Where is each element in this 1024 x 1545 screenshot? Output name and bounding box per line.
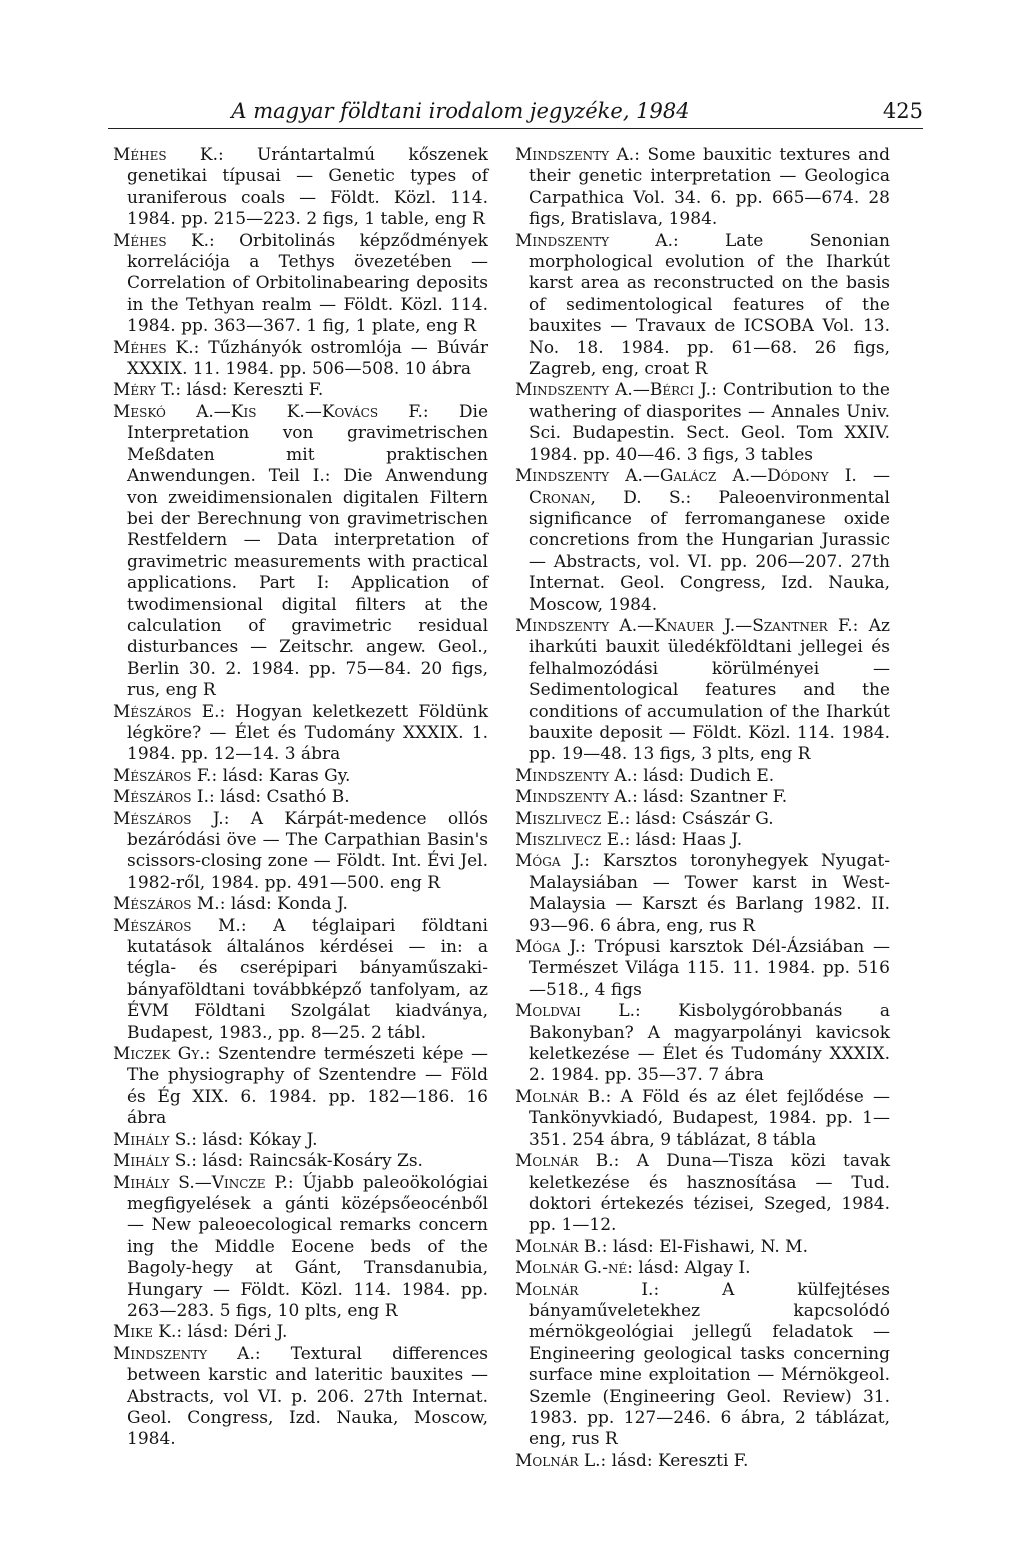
header-title: A magyar földtani irodalom jegyzéke, 1984 xyxy=(231,99,690,123)
bibliography-entry xyxy=(515,1258,890,1279)
bibliography-entry xyxy=(515,145,890,231)
entry-author: Mindszenty A. xyxy=(113,1343,255,1364)
entry-author: Mihály S.—Vincze P. xyxy=(113,1172,288,1193)
bibliography-entry xyxy=(113,894,488,915)
entry-text: : Az iharkúti bauxit üledékföldtani jellegei és felhalmozódási körülményei — Sedimentological features and the conditions of accumulation of the Iharkút bauxite deposit — Földt. Közl. 114. 1984. pp. 19—48. 13 figs, 3 plts, eng R xyxy=(529,615,891,765)
entry-text: : Die Interpretation von gravimetrischen Meßdaten mit praktischen Anwendungen. Teil I.: Die Anwendung von zweidimensionalen digitalen Filtern bei der Berechnung von gravimetrischen Restfeldern — Data interpretation of gravimetric measurements with practical applications. Part I: Application of twodimensional digital filters at the calculation of gravimetric residual disturbances — Zeitschr. angew. Geol., Berlin 30. 2. 1984. pp. 75—84. 20 figs, rus, eng R xyxy=(127,401,489,701)
entry-author: Mindszenty A. xyxy=(515,145,635,165)
entry-text: : Some bauxitic textures and their genetic interpretation — Geologica Carpathica Vol. 34. 6. pp. 665—674. 28 figs, Bratislava, 1984. xyxy=(529,145,890,230)
left-column xyxy=(113,145,488,1451)
entry-author: Mindszenty A. xyxy=(515,230,673,251)
entry-author: Méhes K. xyxy=(113,337,194,358)
entry-text: : lásd: Raincsák-Kosáry Zs. xyxy=(191,1151,423,1172)
entry-author: Molnár G.-né xyxy=(515,1258,628,1279)
entry-author: Meskó A.—Kis K.—Kovács F. xyxy=(113,401,423,422)
bibliography-entry xyxy=(113,145,488,231)
bibliography-entry xyxy=(515,937,890,1001)
entry-author: Molnár B. xyxy=(515,1236,602,1257)
bibliography-entry xyxy=(515,380,890,466)
entry-text: : lásd: Déri J. xyxy=(176,1322,288,1343)
bibliography-entry xyxy=(113,1322,488,1343)
entry-author: Moldvai L. xyxy=(515,1001,636,1022)
entry-text: : A Duna—Tisza közi tavak keletkezése és hasznosítása — Tud. doktori értekezés tézisei, Szeged, 1984. pp. 1—12. xyxy=(529,1151,890,1236)
entry-author: Mészáros M. xyxy=(113,915,241,936)
entry-author: Molnár B. xyxy=(515,1086,606,1107)
entry-text: : lásd: Csathó B. xyxy=(209,787,350,808)
entry-text: : A külfejtéses bányaműveletekhez kapcsolódó mérnökgeológiai jellegű feladatok — Engineering geological tasks concerning surface mine exploitation — Mérnökgeol. Szemle (Engineering Geol. Review) 31. 1983. pp. 127—246. 6 ábra, 2 táblázat, eng, rus R xyxy=(529,1279,890,1450)
bibliography-entry xyxy=(113,766,488,787)
entry-text: : Paleoenvironmental significance of ferromanganese oxide concretions from the Hungarian Jurassic — Abstracts, vol. VI. pp. 206—207. 27th Internat. Geol. Congress, Izd. Nauka, Moscow, 1984. xyxy=(529,487,890,615)
entry-text: : Trópusi karsztok Dél-Ázsiában — Természet Világa 115. 11. 1984. pp. 516—518., 4 figs xyxy=(529,937,890,1000)
entry-text: : Textural differences between karstic and lateritic bauxites — Abstracts, vol VI. p. 206. 27th Internat. Geol. Congress, Izd. Nauka, Moscow, 1984. xyxy=(127,1343,488,1450)
entry-text: : Orbitolinás képződmények korrelációja a Tethys övezetében — Correlation of Orbitolinabearing deposits in the Tethyan realm — Földt. Közl. 114. 1984. pp. 363—367. 1 fig, 1 plate, eng R xyxy=(127,230,488,337)
bibliography-entry xyxy=(113,787,488,808)
entry-author: Miszlivecz E. xyxy=(515,808,625,829)
bibliography-entry xyxy=(113,338,488,381)
entry-author: Móga J. xyxy=(515,937,581,958)
entry-text: : Tűzhányók ostromlója — Búvár XXXIX. 11. 1984. pp. 506—508. 10 ábra xyxy=(127,337,489,380)
entry-author: Molnár I. xyxy=(515,1279,654,1300)
entry-author: Miszlivecz E. xyxy=(515,830,625,850)
entry-author: Móga J. xyxy=(515,851,585,872)
entry-text: : lásd: Kereszti F. xyxy=(175,380,324,401)
entry-text: : A téglaipari földtani kutatások általános kérdései — in: a tégla- és cserépipari bányaműszaki-bányaföldtani továbbképző tanfolyam, az ÉVM Földtani Szolgálat kiadványa, Budapest, 1983., pp. 8—25. 2 tábl. xyxy=(127,915,488,1043)
bibliography-entry xyxy=(113,702,488,766)
entry-author: Molnár L. xyxy=(515,1450,601,1471)
bibliography-entry xyxy=(515,231,890,381)
entry-author: Méry T. xyxy=(113,380,176,401)
entry-text: : lásd: Haas J. xyxy=(624,830,743,850)
entry-author: Mihály S. xyxy=(113,1151,192,1172)
entry-author: Mindszenty A.—Galácz A.—Dódony I. —Cronan, D. S. xyxy=(515,466,890,508)
entry-author: Mindszenty A. xyxy=(515,787,633,808)
page-number: 425 xyxy=(882,99,923,123)
entry-text: : lásd: Karas Gy. xyxy=(211,765,351,786)
bibliography-entry xyxy=(515,1237,890,1258)
entry-author: Miczek Gy. xyxy=(113,1044,205,1065)
bibliography-entry xyxy=(515,1280,890,1451)
entry-author: Mészáros E. xyxy=(113,701,220,722)
entry-text: : Újabb paleoökológiai megfigyelések a gánti középsőeocénből — New paleoecological remarks concern ing the Middle Eocene beds of the Bagoly-hegy at Gánt, Transdanubia, Hungary — Földt. Közl. 114. 1984. pp. 263—283. 5 figs, 10 plts, eng R xyxy=(127,1172,488,1321)
entry-text: : Late Senonian morphological evolution of the Iharkút karst area as reconstructed on the basis of sedimentological features of the bauxites — Travaux de ICSOBA Vol. 13. No. 18. 1984. pp. 61—68. 26 figs, Zagreb, eng, croat R xyxy=(529,230,890,380)
bibliography-entry xyxy=(515,809,890,830)
entry-author: Mindszenty A. xyxy=(515,765,633,786)
entry-text: : lásd: Konda J. xyxy=(219,894,348,915)
entry-text: : lásd: Algay I. xyxy=(627,1258,751,1279)
entry-text: : lásd: Dudich E. xyxy=(632,765,775,786)
entry-text: : Contribution to the wathering of diasporites — Annales Univ. Sci. Budapestin. Sect. Geol. Tom XXIV. 1984. pp. 40—46. 3 figs, 3 tables xyxy=(529,380,890,465)
bibliography-entry xyxy=(515,851,890,937)
bibliography-entry xyxy=(515,1151,890,1237)
entry-text: : Kisbolygórobbanás a Bakonyban? A magyarpolányi kavicsok keletkezése — Élet és Tudomány XXXIX. 2. 1984. pp. 35—37. 7 ábra xyxy=(529,1001,890,1086)
entry-text: : lásd: Szantner F. xyxy=(632,787,788,808)
entry-author: Mike K. xyxy=(113,1322,177,1343)
entry-author: Mészáros F. xyxy=(113,765,212,786)
bibliography-entry xyxy=(113,916,488,1044)
bibliography-entry xyxy=(515,616,890,766)
bibliography-entry xyxy=(515,1451,890,1472)
entry-text: : lásd: Kereszti F. xyxy=(600,1450,749,1471)
entry-author: Mészáros J. xyxy=(113,808,224,829)
entry-text: : A Kárpát-medence ollós bezáródási öve — The Carpathian Basin's scissors-closing zone — Földt. Int. Évi Jel. 1982-ről, 1984. pp. 491—500. eng R xyxy=(127,808,488,893)
entry-author: Mihály S. xyxy=(113,1129,192,1150)
right-column xyxy=(515,145,890,1472)
entry-text: : lásd: El-Fishawi, N. M. xyxy=(601,1236,808,1257)
entry-author: Molnár B. xyxy=(515,1151,614,1172)
entry-text: : Karsztos toronyhegyek Nyugat-Malaysiában — Tower karst in West-Malaysia — Karszt és Barlang 1982. II. 93—96. 6 ábra, eng, rus R xyxy=(529,851,890,936)
bibliography-entry xyxy=(113,1344,488,1451)
entry-author: Méhes K. xyxy=(113,230,210,251)
bibliography-entry xyxy=(515,1001,890,1087)
entry-text: : lásd: Kókay J. xyxy=(191,1129,318,1150)
bibliography-entry xyxy=(515,466,890,616)
entry-author: Mindszenty A.—Knauer J.—Szantner F. xyxy=(515,615,853,636)
entry-author: Mészáros M. xyxy=(113,894,220,915)
entry-text: : Hogyan keletkezett Földünk légköre? — Élet és Tudomány XXXIX. 1. 1984. pp. 12—14. 3 ábra xyxy=(127,701,488,765)
running-header xyxy=(108,98,923,129)
bibliography-entry xyxy=(515,787,890,808)
bibliography-entry xyxy=(113,231,488,338)
bibliography-entry xyxy=(113,1151,488,1172)
entry-author: Mindszenty A.—Bérci J. xyxy=(515,380,712,401)
bibliography-entry xyxy=(113,1173,488,1323)
entry-text: : Urántartalmú kőszenek genetikai típusai — Genetic types of uraniferous coals — Földt. Közl. 114. 1984. pp. 215—223. 2 figs, 1 table, eng R xyxy=(127,145,488,230)
bibliography-entry xyxy=(515,1087,890,1151)
bibliography-entry xyxy=(113,809,488,895)
entry-text: : lásd: Császár G. xyxy=(624,808,774,829)
bibliography-entry xyxy=(515,830,890,851)
bibliography-entry xyxy=(515,766,890,787)
bibliography-entry xyxy=(113,1044,488,1130)
bibliography-entry xyxy=(113,402,488,702)
entry-text: : Szentendre természeti képe — The physiography of Szentendre — Föld és Ég XIX. 6. 1984. pp. 182—186. 16 ábra xyxy=(127,1044,488,1129)
entry-text: : A Föld és az élet fejlődése — Tankönyvkiadó, Budapest, 1984. pp. 1—351. 254 ábra, 9 táblázat, 8 tábla xyxy=(529,1086,890,1150)
bibliography-entry xyxy=(113,1130,488,1151)
bibliography-entry xyxy=(113,380,488,401)
entry-author: Méhes K. xyxy=(113,145,218,165)
entry-author: Mészáros I. xyxy=(113,787,210,808)
